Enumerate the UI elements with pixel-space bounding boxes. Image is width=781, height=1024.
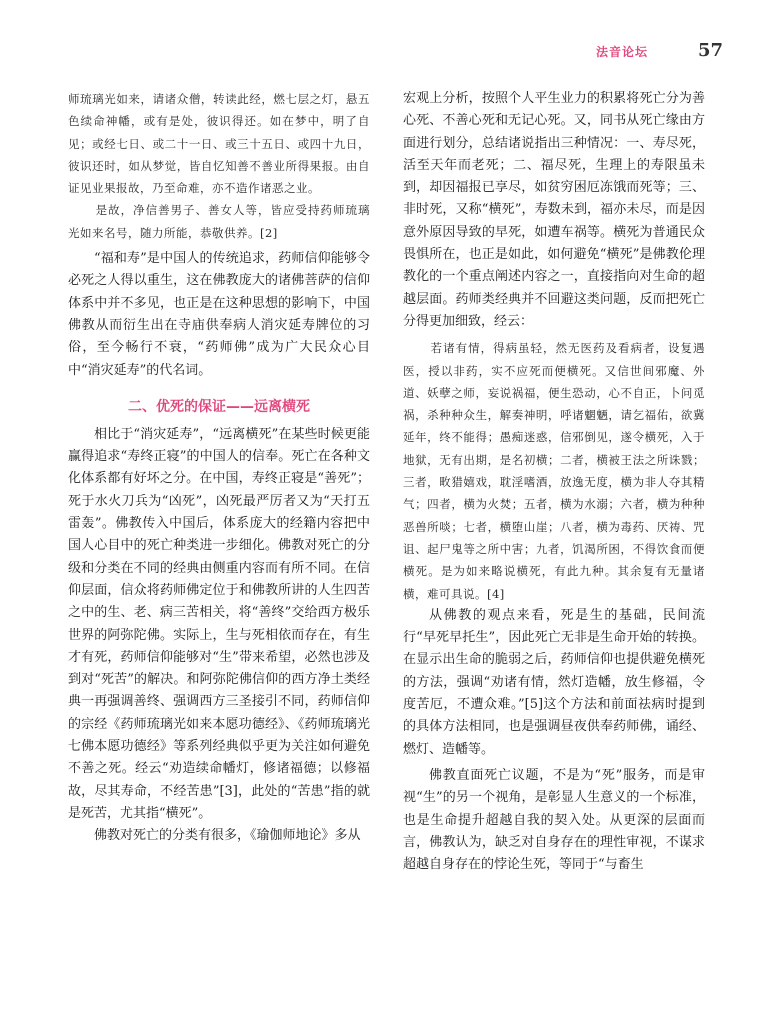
- left-column: [68, 88, 370, 848]
- paragraph-continued: 宏观上分析，按照个人平生业力的积累将死亡分为善心死、不善心死和无记心死。又，同书从死亡缘由方面进行划分，总结诸说指出三种情况：一、寿尽死，活至天年而老死；二、福尽死，生理上的寿限虽未到，却因福报已享尽，如贫穷困厄冻饿而死等；三、非时死，又称“横死”，寿数未到，福亦未尽，而是因意外原因导致的早死，如遭车祸等。横死为普通民众畏惧所在，也正是如此，如何避免“横死”是佛教伦理教化的一个重点阐述内容之一，直接指向对生命的超越层面。药师类经典并不回避这类问题，反而把死亡分得更加细致，经云：: [403, 91, 705, 329]
- paragraph-fu-shou: “福和寿”是中国人的传统追求，药师信仰能够令必死之人得以重生，这在佛教庞大的诸佛菩萨的信仰体系中并不多见，也正是在这种思想的影响下，中国佛教从而衍生出在寺庙供奉病人消灾延寿牌位的习俗，至今畅行不衰，“药师佛”成为广大民众心目中“消灾延寿”的代名词。: [68, 251, 370, 378]
- paragraph-buddhist-view: 从佛教的观点来看，死是生的基础，民间流行“早死早托生”，因此死亡无非是生命开始的转换。在显示出生命的脆弱之后，药师信仰也提供避免横死的方法，强调“劝诸有情，然灯造幡，放生修福，令度苦厄，不遭众难。”[5]这个方法和前面祛病时提到的具体方法相同，也是强调昼夜供奉药师佛，诵经、燃灯、造幡等。: [403, 607, 705, 757]
- paragraph-heng-si: 相比于“消灾延寿”，“远离横死”在某些时候更能赢得追求“寿终正寝”的中国人的信奉。死亡在各种文化体系都有好坏之分。在中国，寿终正寝是“善死”；死于水火刀兵为“凶死”，凶死最严厉者又为“天打五雷轰”。佛教传入中国后，体系庞大的经籍内容把中国人心目中的死亡种类进一步细化。佛教对死亡的分级和分类在不同的经典由侧重内容而有所不同。在信仰层面，信众将药师佛定位于和佛教所讲的人生四苦之中的生、老、病三苦相关，将“善终”交给西方极乐世界的阿弥陀佛。实际上，生与死相依而存在，有生才有死，药师信仰能够对“生”带来希望，必然也涉及到对“死苦”的解决。和阿弥陀佛信仰的西方净土类经典一再强调善终、强调西方三圣接引不同，药师信仰的宗经《药师琉璃光如来本愿功德经》、《药师琉璃光七佛本愿功德经》等系列经典似乎更为关注如何避免不善之死。经云“劝造续命幡灯，修诸福德；以修福故，尽其寿命，不经苦患”[3]，此处的“苦患”指的就是死苦，尤其指“横死”。: [68, 426, 370, 821]
- page-number: 57: [698, 40, 724, 61]
- paragraph-classification: 佛教对死亡的分类有很多，《瑜伽师地论》多从: [94, 828, 361, 844]
- page-header: [586, 40, 746, 64]
- quote-sutra-1: 师琉璃光如来，请诸众僧，转读此经，燃七层之灯，悬五色续命神幡，或有是处，彼识得还。如在梦中，明了自见；或经七日、或二十一日、或三十五日、或四十九日，彼识还时，如从梦觉，皆自忆知善不善业所得果报。由自证见业果报故，乃至命难，亦不造作诸恶之业。: [68, 92, 370, 196]
- paragraph-facing-death: 佛教直面死亡议题，不是为“死”服务，而是审视“生”的另一个视角，是彰显人生意义的一个标准，也是生命提升超越自我的契入处。从更深的层面而言，佛教认为，缺乏对自身存在的理性审视，不谋求超越自身存在的悖论生死，等同于“与畜生: [403, 767, 705, 873]
- quote-sutra-2: 是故，净信善男子、善女人等，皆应受持药师琉璃光如来名号，随力所能，恭敬供养。[2]: [68, 203, 370, 240]
- right-column: [403, 88, 705, 876]
- quote-nine-heng: 若诸有情，得病虽轻，然无医药及看病者，设复遇医，授以非药，实不应死而便横死。又信世间邪魔、外道、妖孽之师，妄说祸福，便生恐动，心不自正，卜问觅祸，杀种种众生，解奏神明，呼诸魍魉，请乞福佑，欲冀延年，终不能得；愚痴迷惑，信邪倒见，遂令横死，入于地狱，无有出期，是名初横；二者，横被王法之所诛戮；三者，畋猎嬉戏，耽淫嗜酒，放逸无度，横为非人夺其精气；四者，横为火焚；五者，横为水溺；六者，横为种种恶兽所啖；七者，横堕山崖；八者，横为毒药、厌祷、咒诅、起尸鬼等之所中害；九者，饥渴所困，不得饮食而便横死。是为如来略说横死，有此九种。其余复有无量诸横，难可具说。[4]: [403, 341, 705, 601]
- section-heading: 二、优死的保证——远离横死: [128, 398, 310, 415]
- section-title: 法音论坛: [596, 45, 649, 59]
